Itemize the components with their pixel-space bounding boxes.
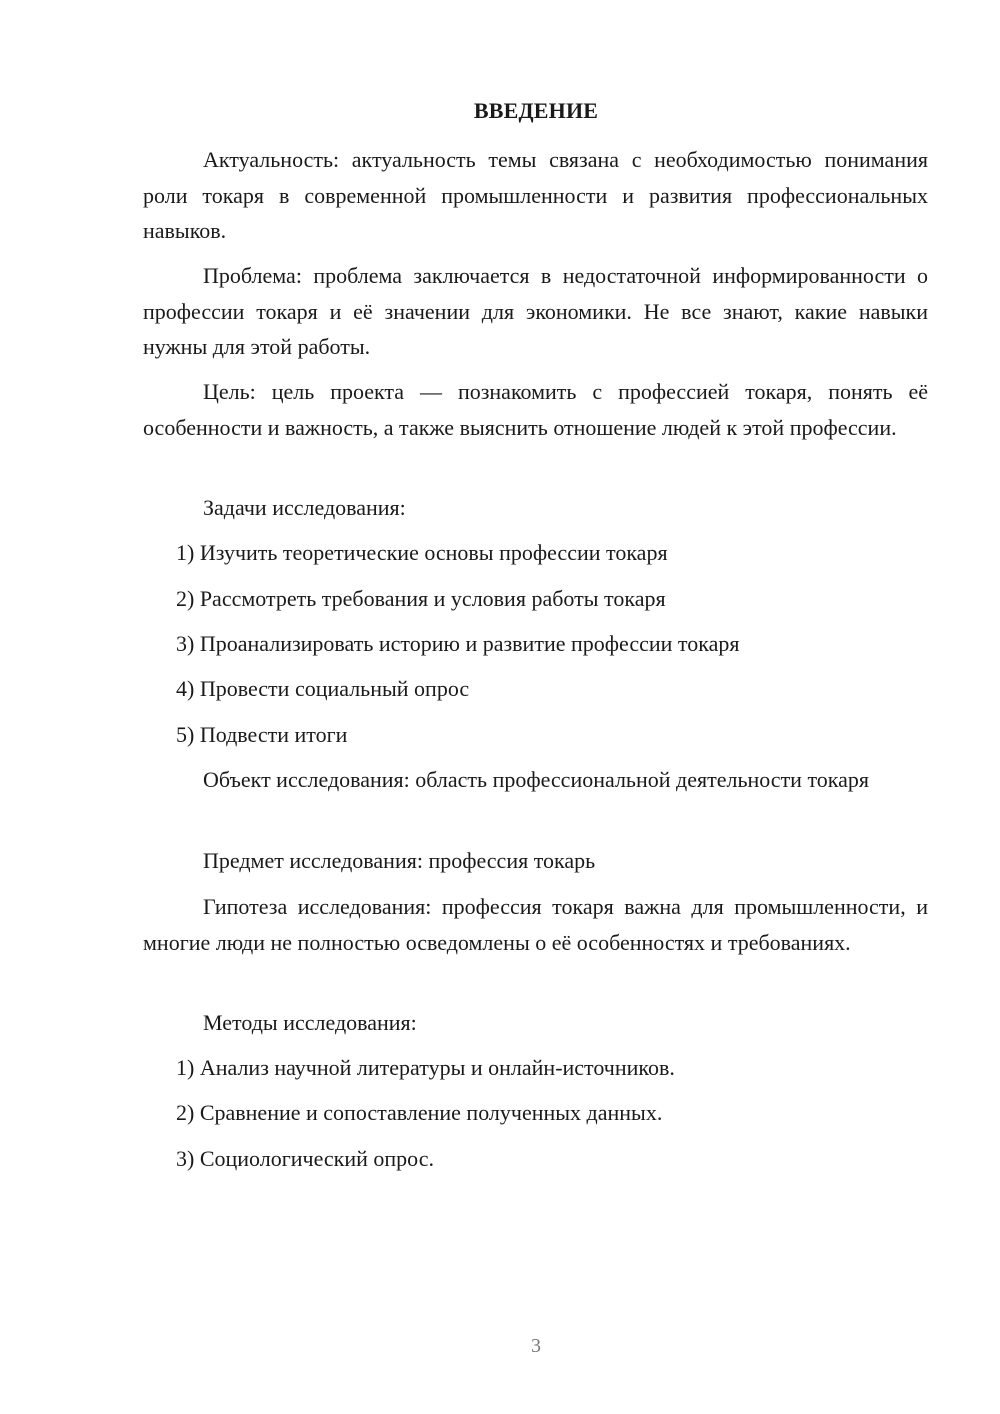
tasks-heading: Задачи исследования:	[203, 495, 406, 520]
task-item-3: 3) Проанализировать историю и развитие профессии токаря	[176, 631, 740, 656]
task-item-4: 4) Провести социальный опрос	[176, 676, 470, 701]
task-item-2: 2) Рассмотреть требования и условия работы токаря	[176, 586, 666, 611]
relevance-paragraph: Актуальность: актуальность темы связана с необходимостью понимания роли токаря в современной промышленности и развития профессиональных навыков.	[143, 147, 928, 243]
subject-paragraph: Предмет исследования: профессия токарь	[203, 848, 596, 873]
task-item-1: 1) Изучить теоретические основы профессии токаря	[176, 540, 668, 565]
problem-paragraph: Проблема: проблема заключается в недостаточной информированности о профессии токаря и её значении для экономики. Не все знают, какие навыки нужны для этой работы.	[143, 263, 928, 359]
methods-heading: Методы исследования:	[203, 1010, 417, 1035]
method-item-3: 3) Социологический опрос.	[176, 1146, 434, 1171]
method-item-1: 1) Анализ научной литературы и онлайн-источников.	[176, 1055, 675, 1080]
page-title: ВВЕДЕНИЕ	[473, 98, 599, 123]
hypothesis-paragraph: Гипотеза исследования: профессия токаря важна для промышленности, и многие люди не полностью осведомлены о её особенностях и требованиях.	[143, 894, 928, 955]
goal-paragraph: Цель: цель проекта — познакомить с профессией токаря, понять её особенности и важность, а также выяснить отношение людей к этой профессии.	[143, 379, 928, 440]
object-paragraph: Объект исследования: область профессиональной деятельности токаря	[203, 767, 870, 792]
task-item-5: 5) Подвести итоги	[176, 722, 348, 747]
method-item-2: 2) Сравнение и сопоставление полученных данных.	[176, 1100, 663, 1125]
page-number: 3	[531, 1335, 541, 1357]
